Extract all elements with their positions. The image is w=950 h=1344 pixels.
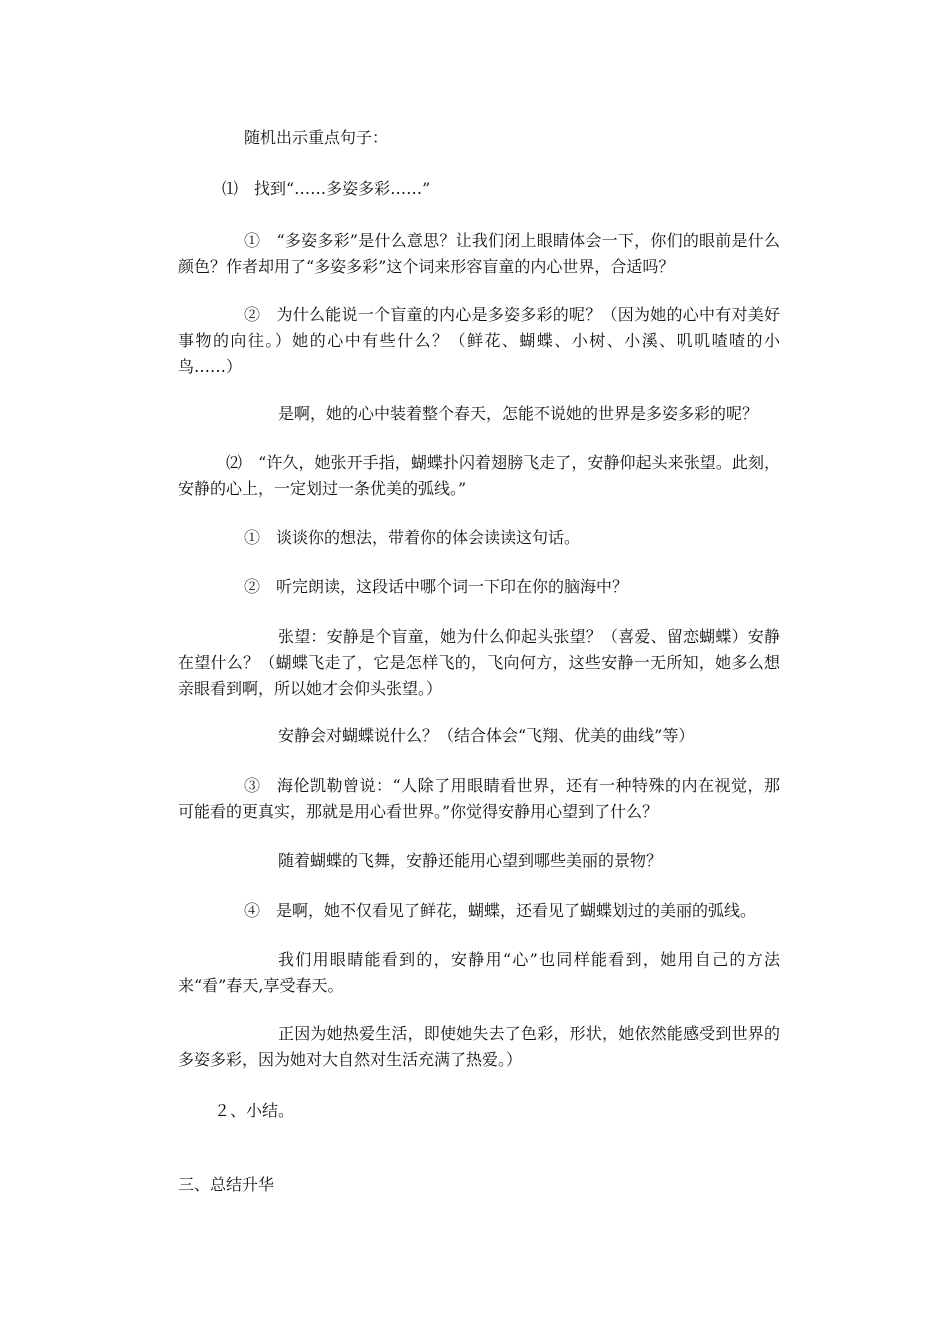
- paragraph-sub-5: ③ 海伦凯勒曾说：“人除了用眼睛看世界，还有一种特殊的内在视觉，那可能看的更真实，那就是用心看世界。”你觉得安静用心望到了什么？: [178, 776, 780, 821]
- paragraph-sub-6: ④ 是啊，她不仅看见了鲜花，蝴蝶，还看见了蝴蝶划过的美丽的弧线。: [244, 901, 757, 920]
- paragraph-sub-2: ② 为什么能说一个盲童的内心是多姿多彩的呢？（因为她的心中有对美好事物的向往。）她的心中有些什么？（鲜花、蝴蝶、小树、小溪、叽叽喳喳的小鸟……）: [178, 305, 780, 376]
- paragraph-item-1: ⑴ 找到“……多姿多彩……”: [222, 179, 431, 198]
- paragraph-comment-3: 安静会对蝴蝶说什么？（结合体会“飞翔、优美的曲线”等）: [278, 726, 695, 745]
- paragraph-sub-1: ① “多姿多彩”是什么意思？让我们闭上眼睛体会一下，你们的眼前是什么颜色？作者却用了“多姿多彩”这个词来形容盲童的内心世界，合适吗？: [178, 231, 780, 276]
- paragraph-comment-6: 正因为她热爱生活，即使她失去了色彩，形状，她依然能感受到世界的多姿多彩，因为她对大自然对生活充满了热爱。）: [178, 1024, 780, 1069]
- paragraph-sub-4: ② 听完朗读，这段话中哪个词一下印在你的脑海中？: [244, 577, 629, 596]
- paragraph-comment-5: 我们用眼睛能看到的，安静用“心”也同样能看到，她用自己的方法来“看”春天,享受春天。: [178, 950, 780, 995]
- paragraph-comment-1: 是啊，她的心中装着整个春天，怎能不说她的世界是多姿多彩的呢？: [278, 404, 759, 423]
- section-heading: 三、总结升华: [178, 1175, 275, 1194]
- paragraph-sub-3: ① 谈谈你的想法，带着你的体会读读这句话。: [244, 528, 581, 547]
- paragraph-item-2: ⑵ “许久，她张开手指，蝴蝶扑闪着翅膀飞走了，安静仰起头来张望。此刻，安静的心上，一定划过一条优美的弧线。”: [178, 453, 780, 498]
- paragraph-comment-4: 随着蝴蝶的飞舞，安静还能用心望到哪些美丽的景物？: [278, 851, 663, 870]
- paragraph-intro: 随机出示重点句子：: [244, 128, 389, 147]
- paragraph-summary: ２、小结。: [214, 1101, 295, 1120]
- paragraph-comment-2: 张望：安静是个盲童，她为什么仰起头张望？（喜爱、留恋蝴蝶）安静在望什么？（蝴蝶飞走了，它是怎样飞的，飞向何方，这些安静一无所知，她多么想亲眼看到啊，所以她才会仰头张望。）: [178, 627, 780, 698]
